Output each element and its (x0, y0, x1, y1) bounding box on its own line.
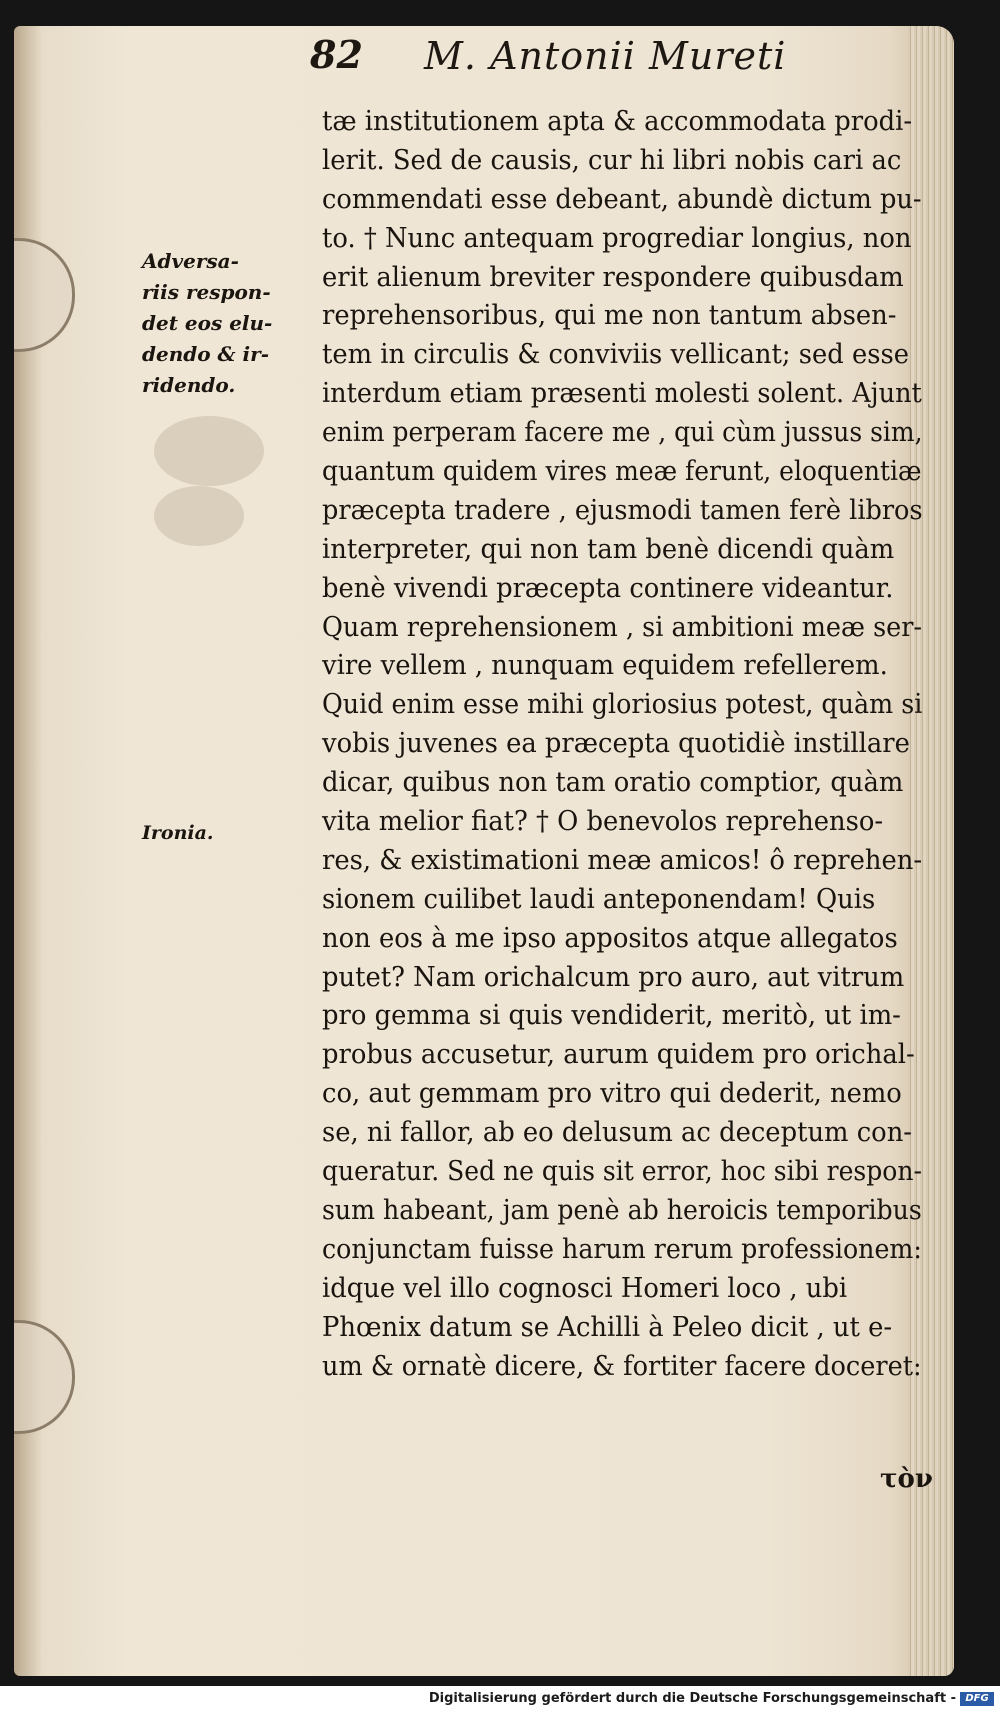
text-line: enim perperam facere me , qui cùm jussus sim, (322, 416, 923, 449)
paper-stain (154, 486, 244, 546)
clamp-tab-bottom (14, 1320, 75, 1434)
text-line: idque vel illo cognosci Homeri loco , ubi (322, 1271, 848, 1304)
text-line: erit alienum breviter respondere quibusdam (322, 260, 904, 293)
text-line: interpreter, qui non tam benè dicendi quàm (322, 532, 895, 565)
text-line: to. † Nunc antequam progrediar longius, non (322, 221, 912, 254)
margin-note-ironia: Ironia. (142, 822, 214, 844)
text-line: um & ornatè dicere, & fortiter facere doceret: (322, 1349, 922, 1382)
page-number: 82 (310, 32, 363, 77)
text-line: non eos à me ipso appositos atque allegatos (322, 921, 898, 954)
text-line: vita melior fiat? † O benevolos reprehenso- (322, 805, 884, 838)
text-line: Quam reprehensionem , si ambitioni meæ ser- (322, 610, 923, 643)
margin-note-line: ridendo. (142, 373, 236, 397)
margin-note-adversariis (142, 246, 302, 401)
body-text (322, 102, 962, 1385)
text-line: sionem cuilibet laudi anteponendam! Quis (322, 882, 876, 915)
text-line: præcepta tradere , ejusmodi tamen ferè libros (322, 493, 923, 526)
text-line: tem in circulis & conviviis vellicant; sed esse (322, 338, 909, 371)
text-line: res, & existimationi meæ amicos! ô reprehen- (322, 843, 923, 876)
text-line: lerit. Sed de causis, cur hi libri nobis cari ac (322, 143, 902, 176)
text-line: dicar, quibus non tam oratio comptior, quàm (322, 766, 904, 799)
text-line: se, ni fallor, ab eo delusum ac deceptum con- (322, 1116, 913, 1149)
text-line: pro gemma si quis vendiderit, meritò, ut im- (322, 999, 901, 1032)
text-line: reprehensoribus, qui me non tantum absen- (322, 299, 897, 332)
text-line: vobis juvenes ea præcepta quotidiè instillare (322, 727, 910, 760)
digitization-footer (0, 1686, 1000, 1712)
margin-note-line: det eos elu- (142, 311, 273, 335)
text-line: quantum quidem vires meæ ferunt, eloquentiæ (322, 455, 922, 488)
clamp-tab-top (14, 238, 75, 352)
text-line: sum habeant, jam penè ab heroicis temporibus (322, 1193, 922, 1226)
margin-note-line: Adversa- (142, 249, 239, 273)
page-header (310, 30, 890, 90)
running-head: M. Antonii Mureti (424, 34, 787, 78)
funding-credit: Digitalisierung gefördert durch die Deutsche Forschungsgemeinschaft - (428, 1691, 956, 1706)
text-line: Quid enim esse mihi gloriosius potest, quàm si (322, 688, 923, 721)
text-line: tæ institutionem apta & accommodata prodi- (322, 105, 913, 137)
margin-note-line: dendo & ir- (142, 342, 269, 366)
text-line: queratur. Sed ne quis sit error, hoc sibi respon- (322, 1155, 922, 1188)
text-line: interdum etiam præsenti molesti solent. Ajunt (322, 377, 922, 410)
catchword: τὸν (880, 1464, 933, 1494)
paper-stain (154, 416, 264, 486)
text-line: commendati esse debeant, abundè dictum pu- (322, 182, 922, 215)
text-line: benè vivendi præcepta continere videantur. (322, 571, 894, 604)
text-line: Phœnix datum se Achilli à Peleo dicit , ut e- (322, 1310, 893, 1343)
margin-note-line: riis respon- (142, 280, 271, 304)
text-line: putet? Nam orichalcum pro auro, aut vitrum (322, 960, 905, 993)
text-line: conjunctam fuisse harum rerum professionem: (322, 1232, 922, 1265)
text-line: vire vellem , nunquam equidem refellerem. (322, 649, 888, 682)
dfg-logo-icon: DFG (960, 1692, 994, 1706)
text-line: co, aut gemmam pro vitro qui dederit, nemo (322, 1077, 902, 1110)
text-line: probus accusetur, aurum quidem pro orichal- (322, 1038, 915, 1071)
